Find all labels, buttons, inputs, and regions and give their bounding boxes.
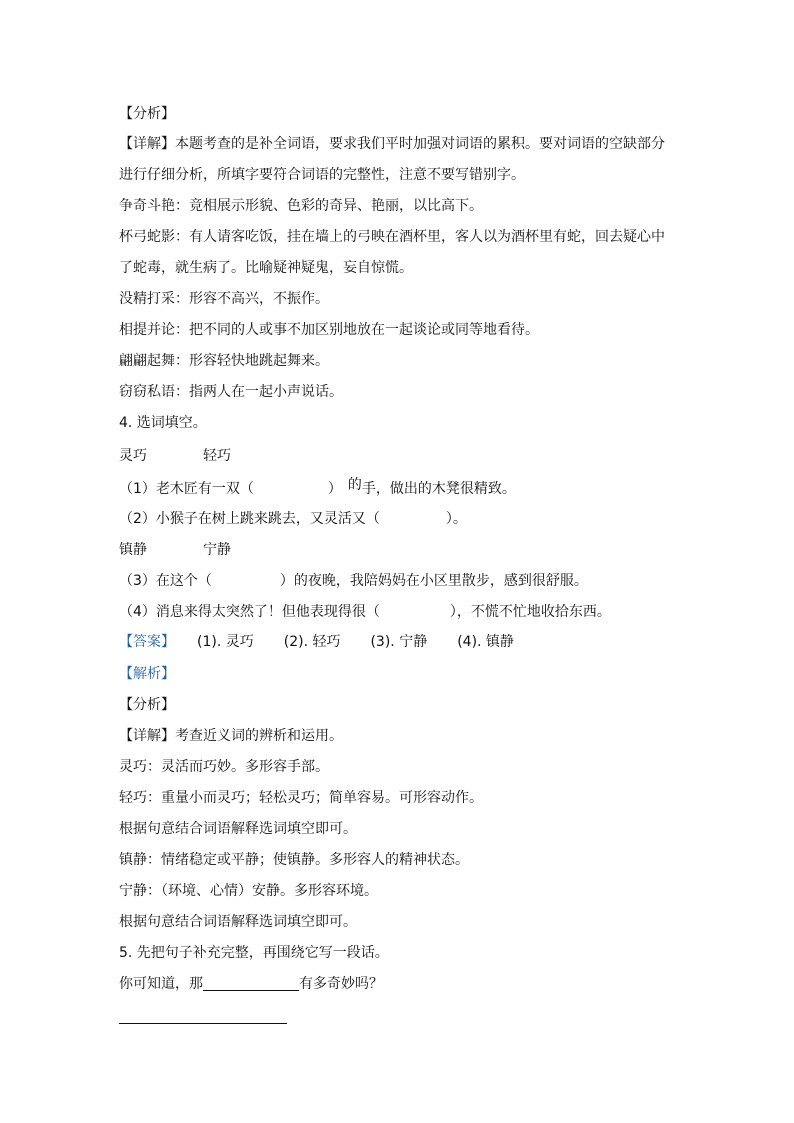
detail-heading-2: 【详解】考查近义词的辨析和运用。 xyxy=(119,728,343,744)
sentence-2: （2）小猴子在树上跳来跳去，又灵活又（ ）。 xyxy=(119,511,467,527)
word-option: 宁静 xyxy=(203,542,231,558)
explanation-label: 【解析】 xyxy=(119,666,175,682)
word-choice-row-1 xyxy=(119,446,231,466)
question-5-prompt: 你可知道，那 有多奇妙吗？ xyxy=(119,976,383,992)
definition-qieqie: 窃窃私语：指两人在一起小声说话。 xyxy=(119,384,343,400)
question-4-title: 4. 选词填空。 xyxy=(119,415,207,431)
definition-meijing: 没精打采：形容不高兴，不振作。 xyxy=(119,291,329,307)
answer-item: (4). 镇静 xyxy=(457,634,514,650)
analysis-heading-2: 【分析】 xyxy=(119,697,175,713)
footnote-divider xyxy=(119,1023,287,1024)
definition-xiangti: 相提并论：把不同的人或事不加区别地放在一起谈论或同等地看待。 xyxy=(119,322,539,338)
answer-item: (1). 灵巧 xyxy=(197,634,254,650)
explain-lingqiao: 灵巧：灵活而巧妙。多形容手部。 xyxy=(119,759,329,775)
word-choice-row-2 xyxy=(119,540,231,560)
sentence-1: （1）老木匠有一双（ ） 的手，做出的木凳很精致。 xyxy=(119,477,516,497)
explain-qingqiao: 轻巧：重量小而灵巧；轻松灵巧；简单容易。可形容动作。 xyxy=(119,790,483,806)
definition-beigong-1: 杯弓蛇影：有人请客吃饭，挂在墙上的弓映在酒杯里，客人以为酒杯里有蛇，回去疑心中 xyxy=(119,229,665,245)
detail-line-2: 进行仔细分析，所填字要符合词语的完整性，注意不要写错别字。 xyxy=(119,167,525,183)
definition-zhengqi: 争奇斗艳：竞相展示形貌、色彩的奇异、艳丽，以比高下。 xyxy=(119,198,483,214)
explain-note-2: 根据句意结合词语解释选词填空即可。 xyxy=(119,914,357,930)
analysis-heading: 【分析】 xyxy=(119,106,175,122)
definition-pianpian: 翩翩起舞：形容轻快地跳起舞来。 xyxy=(119,353,329,369)
word-option: 灵巧 xyxy=(119,448,147,464)
explain-ningjing: 宁静：（环境、心情）安静。多形容环境。 xyxy=(119,883,378,899)
explain-note-1: 根据句意结合词语解释选词填空即可。 xyxy=(119,821,357,837)
answer-item: (2). 轻巧 xyxy=(283,634,341,650)
answer-row xyxy=(119,632,514,652)
sentence-3: （3）在这个（ ）的夜晚，我陪妈妈在小区里散步，感到很舒服。 xyxy=(119,573,588,589)
detail-line-1: 【详解】本题考查的是补全词语，要求我们平时加强对词语的累积。要对词语的空缺部分 xyxy=(119,136,665,152)
explain-zhenjing: 镇静：情绪稳定或平静；使镇静。多形容人的精神状态。 xyxy=(119,852,469,868)
word-option: 轻巧 xyxy=(203,448,231,464)
fill-blank-line xyxy=(203,976,299,991)
definition-beigong-2: 了蛇毒，就生病了。比喻疑神疑鬼，妄自惊慌。 xyxy=(119,260,413,276)
question-5-title: 5. 先把句子补充完整，再围绕它写一段话。 xyxy=(119,945,389,961)
answer-item: (3). 宁静 xyxy=(370,634,428,650)
word-option: 镇静 xyxy=(119,542,147,558)
answer-label: 【答案】 xyxy=(119,634,175,650)
sentence-4: （4）消息来得太突然了！但他表现得很（ ），不慌不忙地收拾东西。 xyxy=(119,604,611,620)
